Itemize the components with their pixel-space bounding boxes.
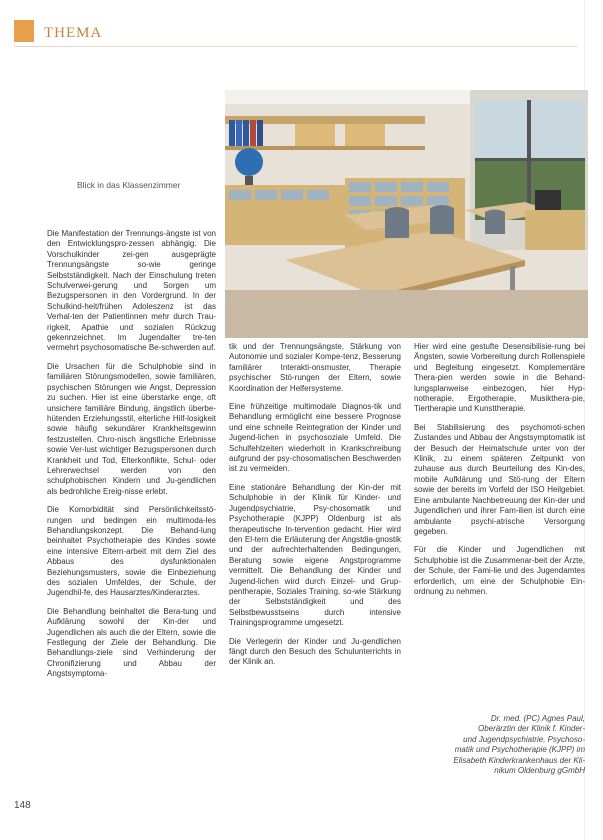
author-name: Dr. med. (PC) Agnes Paul, [490, 714, 585, 723]
author-signature [414, 714, 585, 776]
page-number: 148 [14, 800, 31, 811]
classroom-photo [225, 90, 588, 338]
paragraph: Bei Stabilisierung des psychomoti-schen Zustandes und Abbau der Angstsymptomatik ist der Besuch der Heimatschule unter von der Klinik, zu einem späteren Zeitpunkt von zuhause aus durch Beurteilung des Kin-des, mobile Aufklärung und Stö-rung der Eltern sowie der bereits im Vorfeld der ISO Heilgebiet. Eine ambulante Nachbetreuung der Kin-der und Jugendlichen und ihrer Fam-ilien ist durch eine ambulante psychi-atrische Versorgung gegeben. [414, 422, 585, 536]
paragraph: Die Komorbidität sind Persönlichkeitsstö-rungen und bedingen ein multimoda-les Behandlungskonzept. Die Behand-lung beinhaltet Psychotherapie des Kindes sowie eine intensive Eltern-arbeit mit dem Ziel des Abbaus des dysfunktionalen Beziehungsmusters, sowie die Einbeziehung des sozialen Umfeldes, der Schule, der Jugendhil-fe, des Hausarztes/Kinderarztes. [47, 505, 216, 598]
paragraph: Eine stationäre Behandlung der Kin-der mit Schulphobie in der Klinik für Kinder- und Jugendpsychiatrie, Psy-chosomatik und Psychotherapie (KJPP) Oldenburg ist als therapeutische In-tervention gedacht. Hier wird den El-tern die Erläuterung der Angstdia-gnostik und der aufrechterhaltenden Bedingungen, Beratung sowie eigene Angstprogramme vermittelt. Die Behandlung der Kinder und Jugend-lichen wird durch Einzel- und Grup-pentherapie, Soziales Training, so-wie Stärkung der Selbstständigkeit und des Selbstbewusstseins durch intensive Trainingsprogramme umgesetzt. [229, 482, 401, 628]
section-color-mark [14, 20, 34, 42]
paragraph: Die Manifestation der Trennungs-ängste ist von den Entwicklungspro-zessen abhängig. Die Vorschulkinder zei-gen ausgeprägte Trennungsängste so-wie geringe Selbstständigkeit. Nach der Einschulung treten Schulverwei-gerung und Sorgen um Bezugspersonen in den Vordergrund. In der Schulkind-heit/frühen Adoleszenz ist das Verhal-ten der Patientinnen mehr durch Trau-rigkeit, Apathie und sozialen Rückzug gekennzeichnet. Im Jugendalter tre-ten vermehrt psychosomatische Be-schwerden auf. [47, 229, 216, 353]
header-rule [14, 46, 577, 47]
article-column-c [414, 342, 585, 605]
photo-caption: Blick in das Klassenzimmer [77, 180, 181, 190]
author-affiliation: matik und Psychotherapie (KJPP) im [454, 745, 585, 755]
author-affiliation: nikum Oldenburg gGmbH [494, 766, 585, 776]
paragraph: Die Verlegerin der Kinder und Ju-gendlichen fängt durch den Besuch des Schulunterrichts in der Klinik an. [229, 636, 401, 667]
paragraph: Die Behandlung beinhaltet die Bera-tung und Aufklärung sowohl der Kin-der und Jugendlichen als auch die der Eltern, sowie die Festlegung der Ziele der Behandlung. Die Behandlungs-ziele sind Verhinderung der Chronifizierung und Abbau der Angstsymptoma- [47, 606, 216, 679]
author-affiliation: Oberärztin der Klinik f. Kinder- [477, 724, 585, 734]
paragraph: tik und der Trennungsängste, Stärkung von Autonomie und sozialer Kompe-tenz, Besserung familiärer Interakti-onsmuster, Therapie psychischer Stö-rungen der Eltern, sowie Koordination der Helfersysteme. [229, 342, 401, 393]
paragraph: Für die Kinder und Jugendlichen mit Schulphobie ist die Zusammenar-beit der Ärzte, der Schule, der Fami-lie und des Jugendamtes erforderlich, um eine der Schulphobie Ein-ordnung zu nehmen. [414, 545, 585, 596]
paragraph: Eine frühzeitige multimodale Diagnos-tik und Behandlung ermöglicht eine bessere Prognose und eine schnelle Reintegration der Kinder und Jugend-lichen in psychosoziale Umfeld. Die Schulfehlzeiten wiederholt in Krankschreibung aufgrund der psy-chosomatischen Beschwerden ist zu vermeiden. [229, 402, 401, 474]
author-affiliation: Elisabeth Kinderkrankenhaus der Kli- [453, 755, 585, 765]
section-label: THEMA [44, 25, 103, 41]
article-column-a-top [47, 229, 216, 688]
author-affiliation: und Jugendpsychiatrie, Psychoso- [463, 734, 585, 744]
paragraph: Die Ursachen für die Schulphobie sind in familiären Störungsmodellen, sowie familiären, psychischen Störungen wie Angst, Depression zu suchen. Hier ist eine überstarke enge, oft unsichere familiäre Bindung, ängstlich überbe-hütenden Erziehungsstil, elterliche Hilf-losigkeit sowie häufig sekundärer Krankheitsgewinn festzustellen. Chro-nisch ängstliche Erlebnisse sowie Ver-lust wichtiger Bezugspersonen durch Krankheit und Tod, Elterkonflikte, Schul- oder Lehrerwechsel werden von den schulphobischen Kindern und Ju-gendlichen als bedrohliche Ereig-nisse erlebt. [47, 361, 216, 496]
paragraph: Hier wird eine gestufte Desensibilisie-rung bei Ängsten, sowie Vorbereitung durch Rollenspiele und Begleitung eingesetzt. Komplementäre Thera-pien werden sowie in die Behand-lungsplanweise einbezogen, hier Hyp-notherapie, Ergotherapie, Musikthera-pie, Tiertherapie und Kunsttherapie. [414, 342, 585, 414]
article-column-b [229, 342, 401, 676]
classroom-illustration [225, 90, 588, 338]
